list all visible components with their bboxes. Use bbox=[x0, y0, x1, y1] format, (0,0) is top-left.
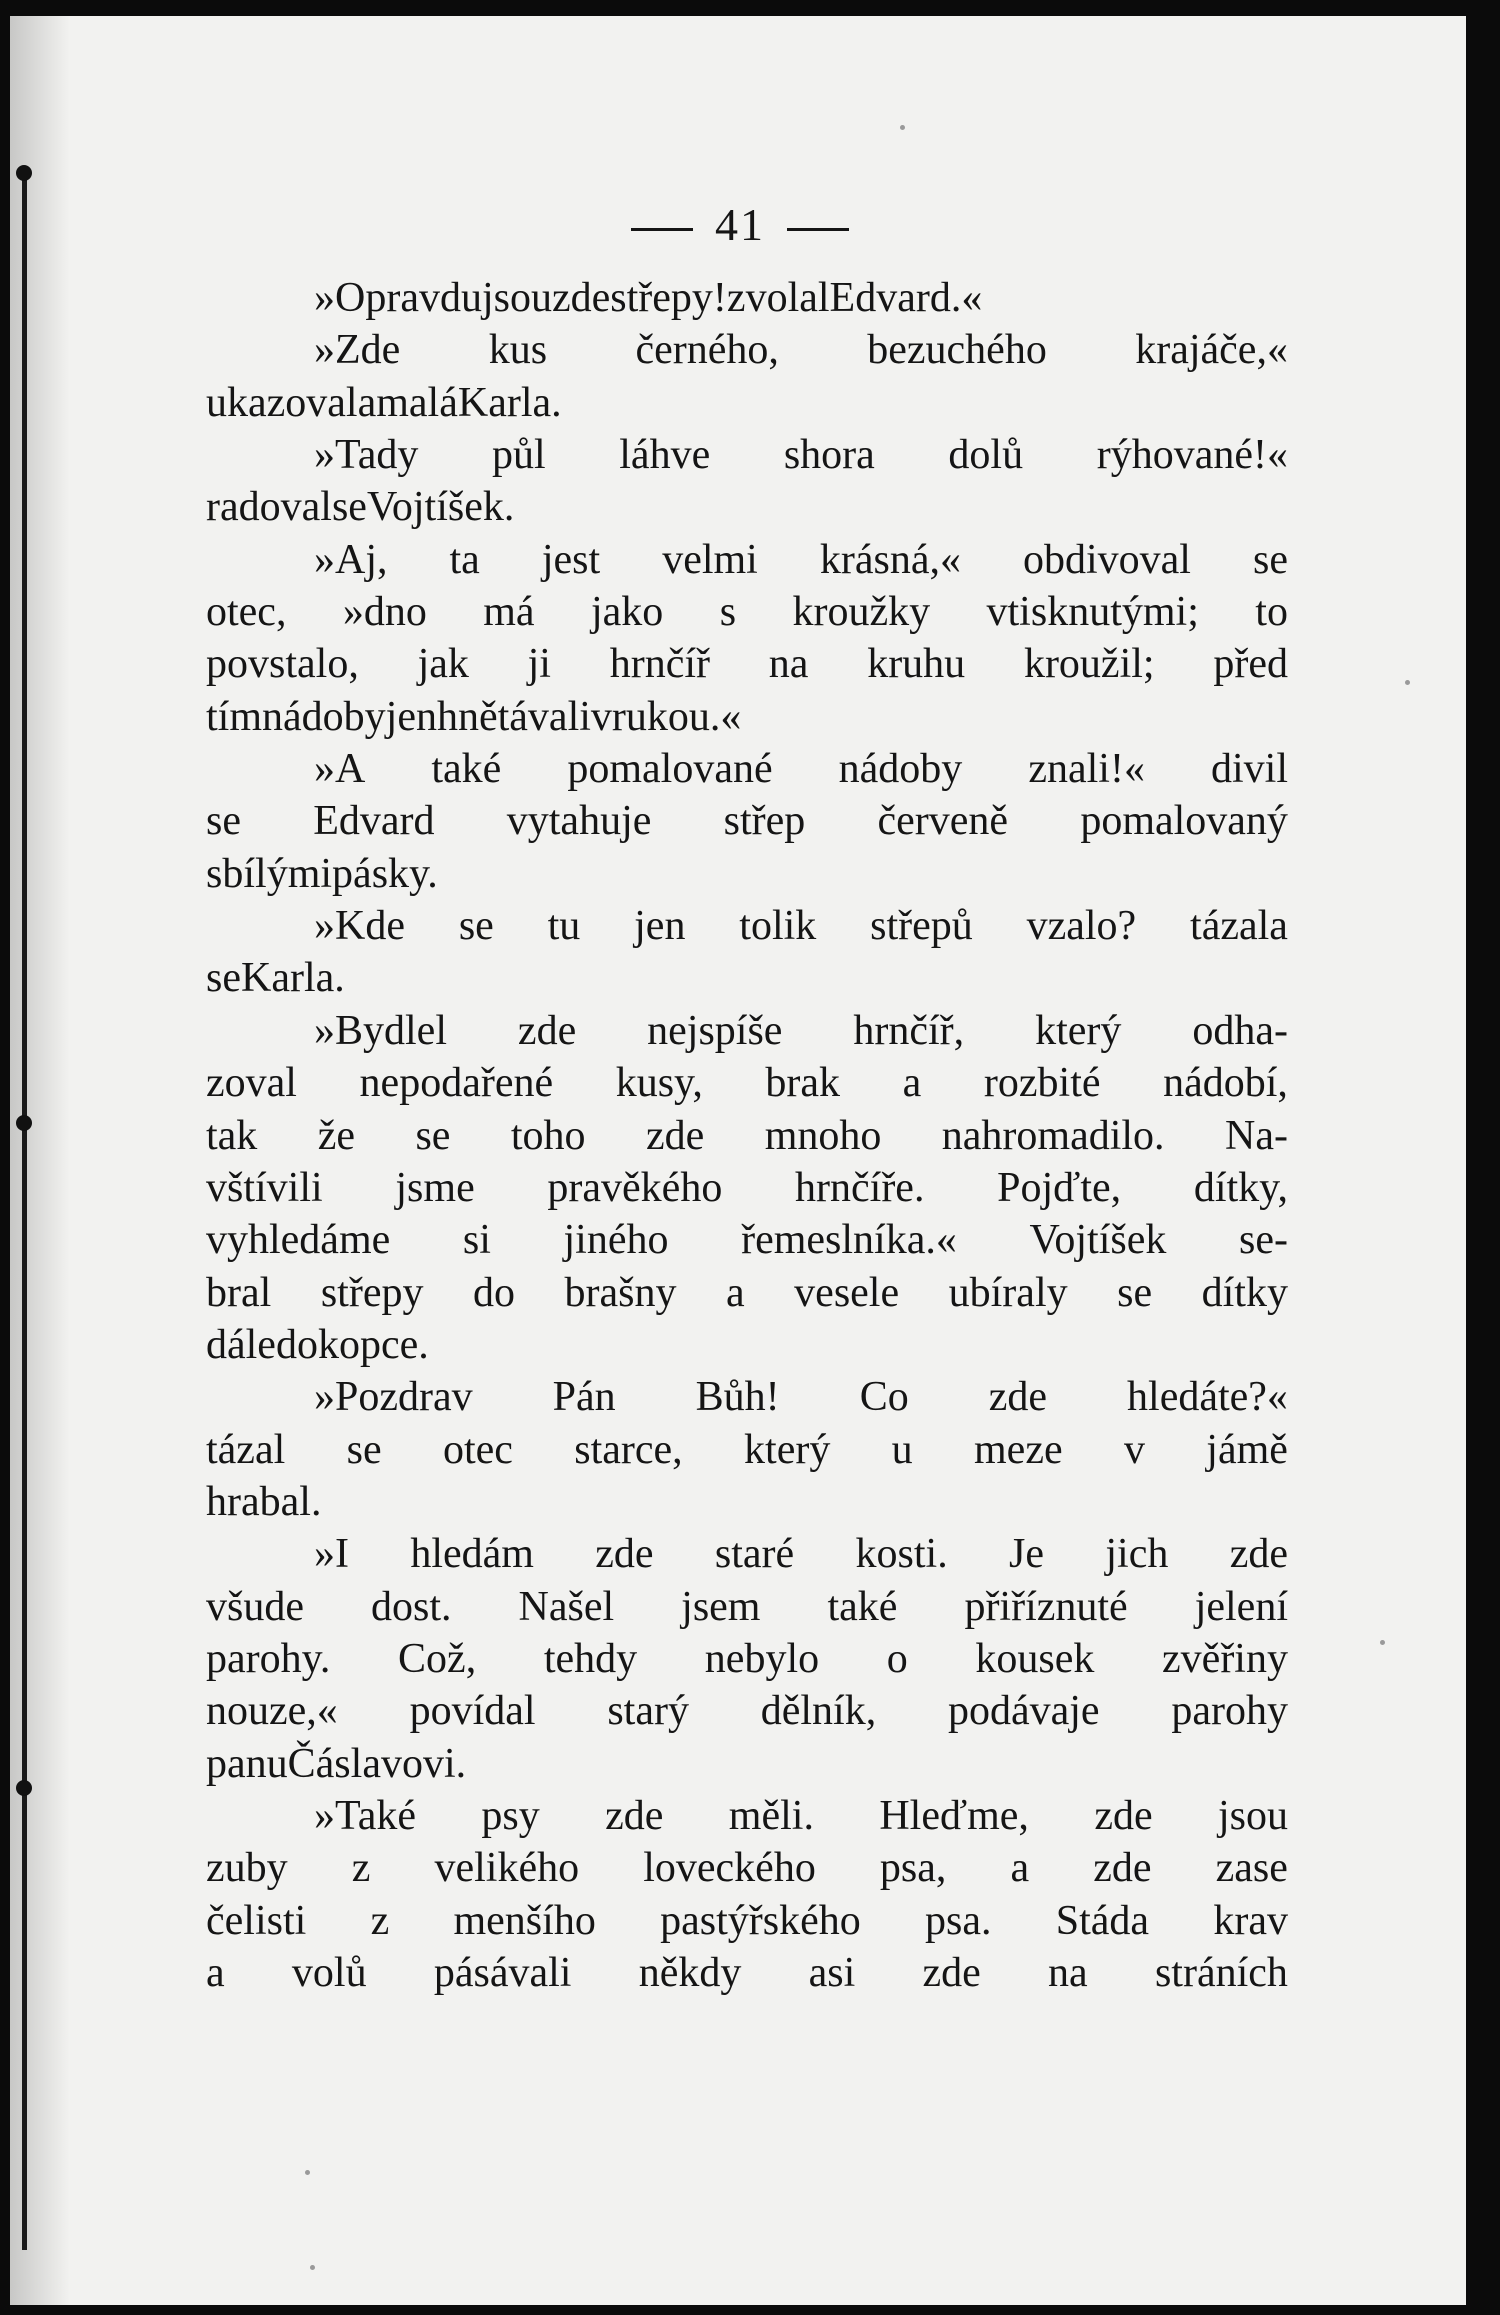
paper-speck bbox=[1405, 680, 1410, 685]
text-line: parohy. Což, tehdy nebylo o kousek zvěřiny bbox=[206, 1635, 1288, 1682]
paper-speck bbox=[310, 2265, 315, 2270]
text-line: »Aj, ta jest velmi krásná,« obdivoval se bbox=[314, 536, 1288, 583]
dash-left bbox=[631, 228, 693, 231]
text-line: tak že se toho zde mnoho nahromadilo. Na- bbox=[206, 1112, 1288, 1159]
text-line: »Pozdrav Pán Bůh! Co zde hledáte?« bbox=[314, 1374, 1288, 1421]
text-line: bral střepy do brašny a vesele ubíraly se dítky bbox=[206, 1269, 1288, 1316]
text-line: »Zde kus černého, bezuchého krajáče,« bbox=[314, 327, 1288, 374]
paper-speck bbox=[305, 2170, 310, 2175]
text-line: »I hledám zde staré kosti. Je jich zde bbox=[314, 1531, 1288, 1578]
text-line: nouze,« povídal starý dělník, podávaje parohy bbox=[206, 1688, 1288, 1735]
text-line: zoval nepodařené kusy, brak a rozbité nádobí, bbox=[206, 1060, 1288, 1107]
text-line: s bílými pásky. bbox=[206, 850, 438, 897]
text-line: »Tady půl láhve shora dolů rýhované!« bbox=[314, 432, 1288, 479]
paragraph bbox=[206, 1005, 1288, 1371]
scan-border-bottom bbox=[0, 2305, 1500, 2315]
text-line: a volů pásávali někdy asi zde na stráních bbox=[206, 1950, 1288, 1996]
text-line: vštívili jsme pravěkého hrnčíře. Pojďte, dítky, bbox=[206, 1164, 1288, 1211]
text-line: všude dost. Našel jsem také přiříznuté jelení bbox=[206, 1583, 1288, 1630]
scan-border-top bbox=[0, 0, 1500, 16]
text-line: ukazovala malá Karla. bbox=[206, 379, 562, 426]
binding-mark bbox=[16, 165, 32, 181]
text-line: »A také pomalované nádoby znali!« divil bbox=[314, 746, 1288, 793]
paragraph bbox=[206, 324, 1288, 429]
paragraph bbox=[206, 534, 1288, 743]
binding-mark bbox=[16, 1115, 32, 1131]
paragraph bbox=[206, 743, 1288, 900]
text-line: panu Čáslavovi. bbox=[206, 1740, 467, 1787]
text-line: »Kde se tu jen tolik střepů vzalo? tázala bbox=[314, 903, 1288, 950]
text-line: »Také psy zde měli. Hleďme, zde jsou bbox=[314, 1792, 1288, 1839]
text-line: zuby z velikého loveckého psa, a zde zase bbox=[206, 1845, 1288, 1892]
scan-border-right bbox=[1466, 0, 1500, 2315]
text-line: vyhledáme si jiného řemeslníka.« Vojtíšek se- bbox=[206, 1217, 1288, 1264]
paragraph bbox=[206, 900, 1288, 1005]
paper-speck bbox=[900, 125, 905, 130]
text-line: se Karla. bbox=[206, 955, 345, 1002]
text-line: tím nádoby jen hnětávali v rukou.« bbox=[206, 693, 742, 740]
paragraph bbox=[206, 1790, 1288, 1999]
text-line: tázal se otec starce, který u meze v jámě bbox=[206, 1426, 1288, 1473]
binding-mark bbox=[16, 1780, 32, 1796]
text-line: čelisti z menšího pastýřského psa. Stáda krav bbox=[206, 1897, 1288, 1944]
text-line: radoval se Vojtíšek. bbox=[206, 484, 515, 531]
paragraph bbox=[206, 429, 1288, 534]
text-line: povstalo, jak ji hrnčíř na kruhu kroužil; před bbox=[206, 641, 1288, 688]
paragraph bbox=[206, 1528, 1288, 1790]
text-line: otec, »dno má jako s kroužky vtisknutými; to bbox=[206, 589, 1288, 636]
page-fold-shadow bbox=[10, 16, 70, 2306]
body-text bbox=[206, 272, 1288, 1999]
text-line: se Edvard vytahuje střep červeně pomalovaný bbox=[206, 798, 1288, 845]
scan-border-left bbox=[0, 0, 10, 2315]
text-line: hrabal. bbox=[206, 1478, 322, 1525]
binding-gutter-line bbox=[22, 170, 27, 2250]
page-number: 41 bbox=[715, 199, 765, 250]
paper-speck bbox=[1380, 1640, 1385, 1645]
text-line: dále do kopce. bbox=[206, 1321, 429, 1368]
paragraph bbox=[206, 272, 1288, 324]
dash-right bbox=[787, 228, 849, 231]
page-number-header bbox=[0, 198, 1480, 251]
paragraph bbox=[206, 1371, 1288, 1528]
text-line: »Bydlel zde nejspíše hrnčíř, který odha- bbox=[314, 1007, 1288, 1054]
text-line: »Opravdu jsou zde střepy! zvolal Edvard.« bbox=[314, 275, 983, 321]
